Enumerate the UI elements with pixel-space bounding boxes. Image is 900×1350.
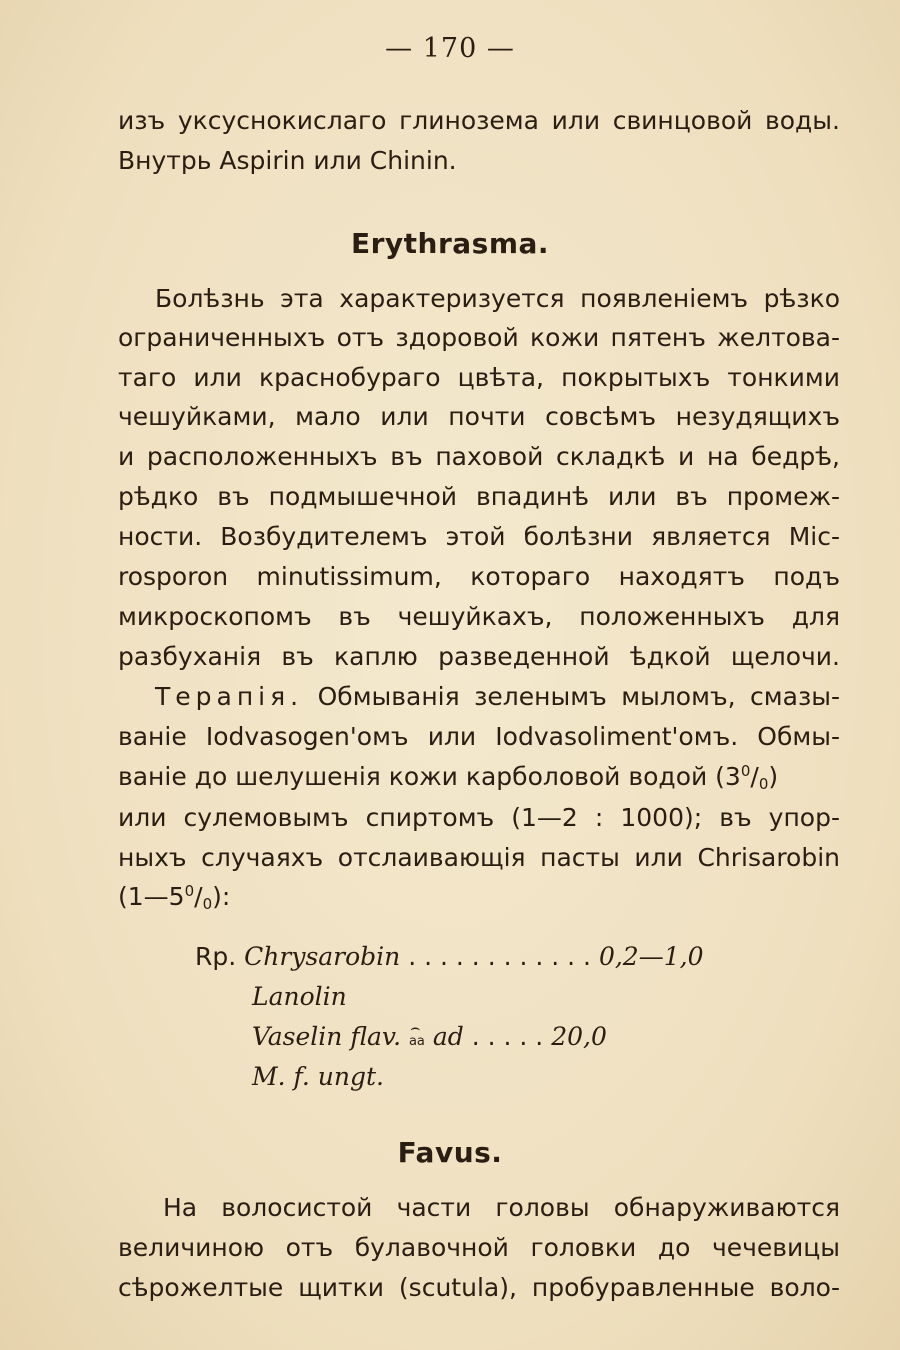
recipe-line-3 — [252, 1022, 607, 1051]
text-line: разбуханія въ каплю разведенной ѣдкой щелочи. — [118, 642, 840, 671]
text-line: сѣрожелтые щитки (scutula), пробуравленные воло- — [118, 1273, 840, 1302]
text-line — [118, 884, 230, 912]
leader-dots: . . . . . . . . . . . . — [400, 942, 599, 971]
recipe-item: Vaselin flav. — [252, 1022, 402, 1051]
text-line: На волосистой части головы обнаруживаются — [163, 1193, 840, 1222]
text-fragment: ): — [212, 882, 231, 911]
text-fragment: (1—5 — [118, 882, 185, 911]
leader-dots: . . . . . — [463, 1022, 552, 1051]
text-line: ныхъ случаяхъ отслаивающія пасты или Chrisarobin — [118, 843, 840, 872]
therapy-label: Терапія. — [155, 682, 304, 711]
page-number: — 170 — — [385, 33, 515, 64]
text-line: изъ уксуснокислаго глинозема или свинцовой воды. — [118, 106, 840, 135]
text-fragment: ваніе до шелушенія кожи карболовой водой (3 — [118, 762, 741, 791]
recipe-line-1 — [195, 942, 703, 971]
therapy-text: Обмыванія зеленымъ мыломъ, смазы- — [317, 682, 840, 711]
recipe-quantity: 20,0 — [551, 1022, 607, 1051]
text-line: rosporon minutissimum, котораго находятъ подъ — [118, 562, 840, 591]
recipe-rp: Rp. — [195, 942, 237, 971]
text-line: и расположенныхъ въ паховой складкѣ и на бедрѣ, — [118, 442, 840, 471]
text-line: микроскопомъ въ чешуйкахъ, положенныхъ для — [118, 602, 840, 631]
text-line: или сулемовымъ спиртомъ (1—2 : 1000); въ упор- — [118, 803, 840, 832]
text-line: Болѣзнь эта характеризуется появленіемъ рѣзко — [155, 284, 840, 313]
recipe-line-4: M. f. ungt. — [252, 1062, 384, 1091]
percent-sub: 0 — [758, 775, 769, 793]
percent-sup: 0 — [184, 882, 195, 900]
therapy-line — [155, 684, 840, 709]
text-line: рѣдко въ подмышечной впадинѣ или въ промеж- — [118, 482, 840, 511]
text-line: ности. Возбудителемъ этой болѣзни является Mic- — [118, 522, 840, 551]
percent-sup: 0 — [740, 762, 751, 780]
ana-partes-sign: ⌢ aa — [409, 1034, 425, 1049]
text-line: Внутрь Aspirin или Chinin. — [118, 146, 457, 175]
text-fragment: ) — [768, 762, 779, 791]
percent-slash: / — [750, 762, 759, 791]
text-line — [118, 764, 840, 792]
recipe-item: Chrysarobin — [244, 942, 401, 971]
text-line: чешуйками, мало или почти совсѣмъ незудящихъ — [118, 402, 840, 431]
text-line: ваніе Iodvasogen'омъ или Iodvasoliment'омъ. Обмы- — [118, 722, 840, 751]
recipe-quantity: 0,2—1,0 — [598, 942, 704, 971]
section-heading-favus: Favus. — [397, 1136, 503, 1169]
section-heading-erythrasma: Erythrasma. — [350, 227, 550, 260]
text-line: таго или краснобураго цвѣта, покрытыхъ тонкими — [118, 363, 840, 392]
percent-sub: 0 — [202, 895, 213, 913]
text-line: величиною отъ булавочной головки до чечевицы — [118, 1233, 840, 1262]
percent-slash: / — [194, 882, 203, 911]
text-line: ограниченныхъ отъ здоровой кожи пятенъ желтова- — [118, 323, 840, 352]
recipe-line-2: Lanolin — [252, 982, 347, 1011]
recipe-ad: ad — [432, 1022, 464, 1051]
